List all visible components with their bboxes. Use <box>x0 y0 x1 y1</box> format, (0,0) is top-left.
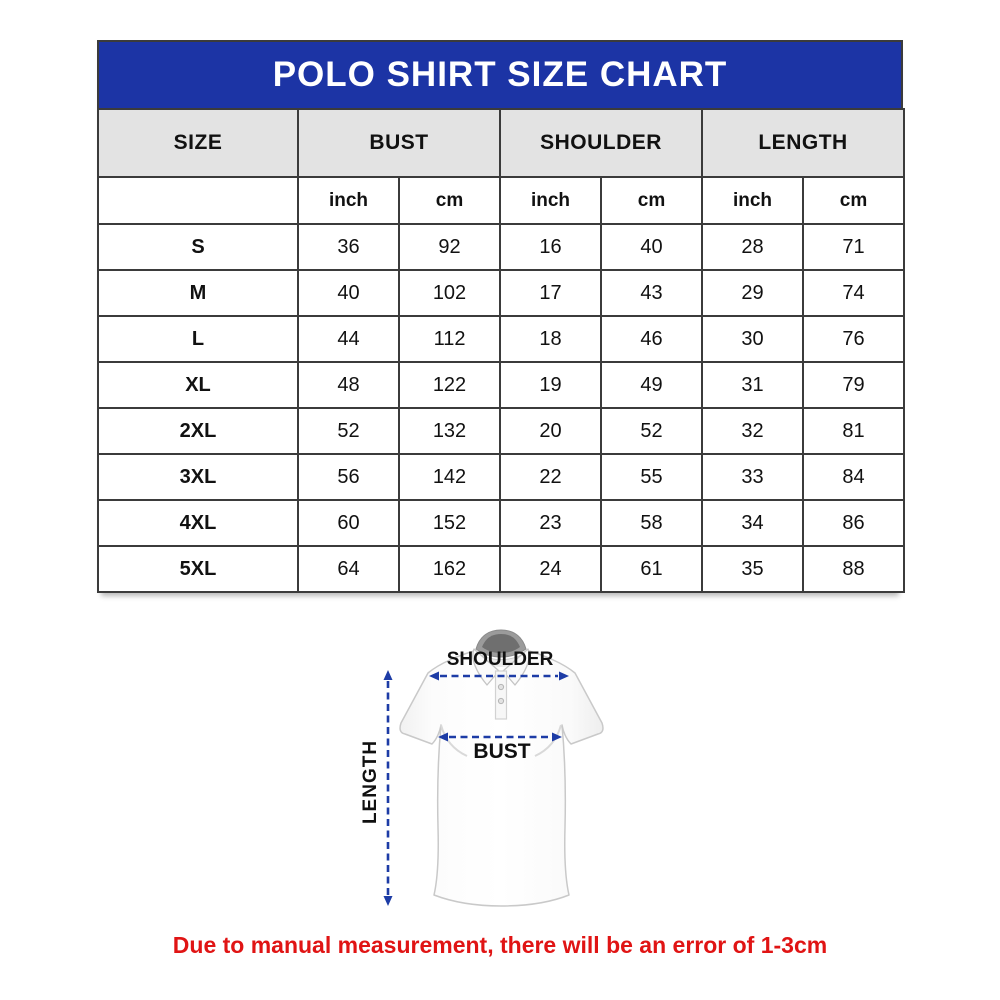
measurement-value: 88 <box>803 546 904 592</box>
measurement-value: 102 <box>399 270 500 316</box>
table-row <box>98 500 904 546</box>
chart-title: POLO SHIRT SIZE CHART <box>272 55 728 94</box>
measurement-value: 71 <box>803 224 904 270</box>
button-bottom <box>498 698 503 703</box>
measurement-value: 74 <box>803 270 904 316</box>
table-row <box>98 546 904 592</box>
col-header-size: SIZE <box>98 109 298 177</box>
measurement-value: 40 <box>298 270 399 316</box>
measurement-value: 33 <box>702 454 803 500</box>
measurement-value: 30 <box>702 316 803 362</box>
measurement-value: 32 <box>702 408 803 454</box>
measurement-value: 40 <box>601 224 702 270</box>
size-table-body <box>98 224 904 592</box>
measurement-value: 28 <box>702 224 803 270</box>
unit-header-length-cm: cm <box>803 177 904 224</box>
size-label: 3XL <box>98 454 298 500</box>
bust-label: BUST <box>473 740 531 763</box>
measurement-value: 76 <box>803 316 904 362</box>
measurement-value: 49 <box>601 362 702 408</box>
measurement-value: 43 <box>601 270 702 316</box>
col-header-length: LENGTH <box>702 109 904 177</box>
measurement-value: 142 <box>399 454 500 500</box>
measurement-value: 31 <box>702 362 803 408</box>
unit-header-bust-cm: cm <box>399 177 500 224</box>
size-label: 5XL <box>98 546 298 592</box>
measurement-value: 36 <box>298 224 399 270</box>
unit-header-bust-inch: inch <box>298 177 399 224</box>
unit-header-shoulder-inch: inch <box>500 177 601 224</box>
empty-cell <box>98 177 298 224</box>
size-label: XL <box>98 362 298 408</box>
measurement-value: 81 <box>803 408 904 454</box>
measurement-value: 17 <box>500 270 601 316</box>
size-label: M <box>98 270 298 316</box>
measurement-value: 29 <box>702 270 803 316</box>
placket <box>496 671 507 719</box>
group-header-row <box>98 109 904 177</box>
measurement-value: 22 <box>500 454 601 500</box>
button-top <box>498 684 503 689</box>
measurement-diagram <box>339 627 661 932</box>
measurement-value: 58 <box>601 500 702 546</box>
unit-header-shoulder-cm: cm <box>601 177 702 224</box>
size-label: 2XL <box>98 408 298 454</box>
size-label: L <box>98 316 298 362</box>
length-label: LENGTH <box>360 739 381 825</box>
polo-shirt-illustration <box>339 627 661 927</box>
measurement-value: 19 <box>500 362 601 408</box>
measurement-value: 92 <box>399 224 500 270</box>
measurement-value: 86 <box>803 500 904 546</box>
measurement-value: 122 <box>399 362 500 408</box>
measurement-value: 24 <box>500 546 601 592</box>
size-chart <box>97 40 903 593</box>
size-table <box>97 108 905 593</box>
length-arrow <box>384 670 393 906</box>
table-row <box>98 408 904 454</box>
table-row <box>98 362 904 408</box>
measurement-value: 48 <box>298 362 399 408</box>
table-row <box>98 224 904 270</box>
measurement-value: 35 <box>702 546 803 592</box>
measurement-value: 61 <box>601 546 702 592</box>
measurement-value: 64 <box>298 546 399 592</box>
size-label: 4XL <box>98 500 298 546</box>
measurement-value: 44 <box>298 316 399 362</box>
unit-header-length-inch: inch <box>702 177 803 224</box>
measurement-value: 112 <box>399 316 500 362</box>
shoulder-label: SHOULDER <box>446 649 554 670</box>
table-row <box>98 270 904 316</box>
measurement-value: 52 <box>601 408 702 454</box>
table-row <box>98 454 904 500</box>
measurement-value: 132 <box>399 408 500 454</box>
col-header-shoulder: SHOULDER <box>500 109 702 177</box>
measurement-value: 56 <box>298 454 399 500</box>
measurement-value: 23 <box>500 500 601 546</box>
measurement-value: 162 <box>399 546 500 592</box>
measurement-value: 60 <box>298 500 399 546</box>
size-label: S <box>98 224 298 270</box>
measurement-value: 18 <box>500 316 601 362</box>
measurement-value: 34 <box>702 500 803 546</box>
measurement-value: 16 <box>500 224 601 270</box>
measurement-value: 46 <box>601 316 702 362</box>
measurement-note: Due to manual measurement, there will be an error of 1-3cm <box>172 932 828 958</box>
measurement-value: 152 <box>399 500 500 546</box>
unit-header-row <box>98 177 904 224</box>
measurement-value: 84 <box>803 454 904 500</box>
measurement-value: 55 <box>601 454 702 500</box>
col-header-bust: BUST <box>298 109 500 177</box>
measurement-value: 79 <box>803 362 904 408</box>
measurement-value: 52 <box>298 408 399 454</box>
chart-title-bar <box>97 40 903 108</box>
measurement-value: 20 <box>500 408 601 454</box>
table-row <box>98 316 904 362</box>
